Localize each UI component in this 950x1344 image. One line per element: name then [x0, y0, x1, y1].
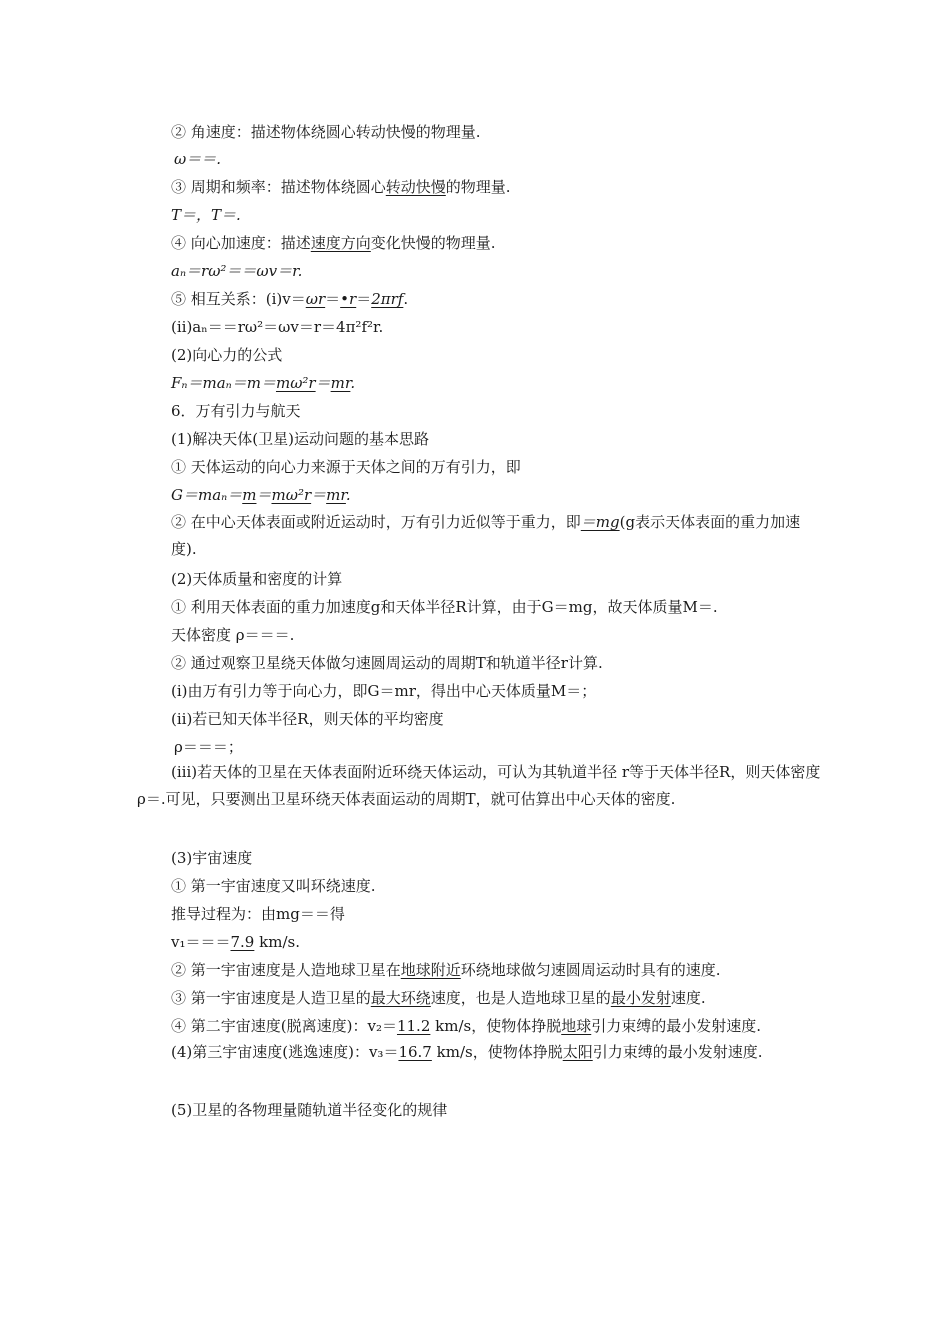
underlined-term: 地球: [561, 1017, 592, 1035]
underlined-term: 16.7: [398, 1043, 432, 1061]
text-line: [171, 681, 822, 701]
text: ② 在中心天体表面或附近运动时，万有引力近似等于重力，即: [171, 513, 581, 531]
text-line: [171, 625, 822, 645]
formula: Fₙ＝maₙ＝m＝: [171, 374, 276, 392]
text: (3)宇宙速度: [171, 849, 253, 867]
text-line: [171, 932, 822, 952]
formula-line: [174, 149, 822, 169]
text-line: [171, 653, 822, 673]
formula: ＝: [311, 486, 327, 504]
text-line: [171, 988, 822, 1008]
text-paragraph: [137, 759, 822, 813]
underlined-term: 2πrf: [371, 290, 404, 308]
underlined-term: 地球附近: [400, 961, 461, 979]
text: ① 第一宇宙速度又叫环绕速度.: [171, 877, 376, 895]
text: km/s，使物体挣脱: [430, 1017, 562, 1035]
underlined-term: mr: [330, 374, 351, 392]
text-paragraph: [171, 509, 822, 563]
text-line: [171, 960, 822, 980]
text-line: [171, 709, 822, 729]
text-line: [171, 122, 822, 142]
text: ① 天体运动的向心力来源于天体之间的万有引力，即: [171, 458, 521, 476]
text: km/s，使物体挣脱: [431, 1043, 563, 1061]
text-line: [171, 177, 822, 197]
text: 速度，也是人造地球卫星的: [430, 989, 611, 1007]
text: ② 第一宇宙速度是人造地球卫星在: [171, 961, 401, 979]
text: (4)第三宇宙速度(逃逸速度)：v₃＝: [171, 1043, 399, 1061]
text-line: [171, 1016, 822, 1036]
formula: G＝maₙ＝: [171, 486, 243, 504]
text: 变化快慢的物理量.: [370, 234, 496, 252]
underlined-term: 转动快慢: [385, 178, 446, 196]
underlined-term: 太阳: [562, 1043, 593, 1061]
formula: .: [345, 486, 351, 504]
formula: ω＝＝.: [174, 150, 221, 168]
text: 环绕地球做匀速圆周运动时具有的速度.: [460, 961, 721, 979]
formula: ＝: [256, 486, 272, 504]
text-line: [171, 876, 822, 896]
underlined-term: 最大环绕: [370, 989, 431, 1007]
formula-line: [171, 485, 822, 505]
text: ③ 第一宇宙速度是人造卫星的: [171, 989, 371, 1007]
text: ＝: [325, 290, 341, 308]
text: v₁＝＝＝: [171, 933, 231, 951]
text-line: [171, 457, 822, 477]
formula-line: [171, 261, 822, 281]
text: (5)卫星的各物理量随轨道半径变化的规律: [171, 1101, 448, 1119]
text: ② 角速度：描述物体绕圆心转动快慢的物理量.: [171, 123, 481, 141]
text: ⑤ 相互关系：(ⅰ)v＝: [171, 290, 306, 308]
text: (2)天体质量和密度的计算: [171, 570, 343, 588]
text: (ⅰ)由万有引力等于向心力，即G＝mr，得出中心天体质量M＝；: [171, 682, 597, 700]
formula: aₙ＝rω²＝＝ωv＝r.: [171, 262, 303, 280]
text: km/s.: [254, 933, 300, 951]
text-line: [171, 345, 822, 365]
text: (g表示天体表面的重力加速度).: [171, 513, 801, 558]
text: (ⅲ)若天体的卫星在天体表面附近环绕天体运动，可认为其轨道半径 r等于天体半径R，则天体密度 ρ＝.可见，只要测出卫星环绕天体表面运动的周期T，就可估算出中心天体的密度.: [137, 763, 821, 808]
text: 的物理量.: [445, 178, 511, 196]
formula: .: [350, 374, 356, 392]
text: (2)向心力的公式: [171, 346, 283, 364]
text-line: [171, 317, 822, 337]
formula: ＝: [315, 374, 331, 392]
underlined-term: mω²r: [271, 486, 312, 504]
text-line: [171, 429, 822, 449]
underlined-term: 7.9: [230, 933, 255, 951]
text-line: [171, 569, 822, 589]
section-heading: [171, 401, 822, 421]
text: (1)解决天体(卫星)运动问题的基本思路: [171, 430, 429, 448]
underlined-term: mr: [326, 486, 346, 504]
text-line: [171, 1100, 822, 1120]
text: ＝: [356, 290, 372, 308]
underlined-term: mω²r: [275, 374, 316, 392]
underlined-term: 11.2: [396, 1017, 431, 1035]
text-line: [174, 737, 822, 757]
text-line: [171, 289, 822, 309]
underlined-term: 速度方向: [310, 234, 371, 252]
text: 推导过程为：由mg＝＝得: [171, 905, 345, 923]
underlined-term: ＝mg: [580, 513, 620, 531]
text-line: [171, 233, 822, 253]
underlined-term: •r: [340, 290, 357, 308]
text: 引力束缚的最小发射速度.: [592, 1043, 763, 1061]
text: ② 通过观察卫星绕天体做匀速圆周运动的周期T和轨道半径r计算.: [171, 654, 603, 672]
text-line: [171, 597, 822, 617]
text: ④ 向心加速度：描述: [171, 234, 311, 252]
text: .: [403, 290, 409, 308]
text: 6．万有引力与航天: [171, 402, 301, 420]
text: 引力束缚的最小发射速度.: [591, 1017, 762, 1035]
underlined-term: 最小发射: [610, 989, 671, 1007]
formula: T＝，T＝.: [171, 206, 241, 224]
text: (ⅱ)aₙ＝＝rω²＝ωv＝r＝4π²f²r.: [171, 318, 384, 336]
text: 速度.: [670, 989, 706, 1007]
text: 天体密度 ρ＝＝＝.: [171, 626, 295, 644]
text-paragraph: [137, 1039, 822, 1066]
text: ④ 第二宇宙速度(脱离速度)：v₂＝: [171, 1017, 397, 1035]
underlined-term: m: [242, 486, 257, 504]
text-line: [171, 904, 822, 924]
text: ① 利用天体表面的重力加速度g和天体半径R计算，由于G＝mg，故天体质量M＝.: [171, 598, 718, 616]
text: ③ 周期和频率：描述物体绕圆心: [171, 178, 386, 196]
underlined-term: ωr: [305, 290, 326, 308]
text: (ⅱ)若已知天体半径R，则天体的平均密度: [171, 710, 444, 728]
formula-line: [171, 205, 822, 225]
formula-line: [171, 373, 822, 393]
text: ρ＝＝＝；: [174, 738, 243, 756]
text-line: [171, 848, 822, 868]
